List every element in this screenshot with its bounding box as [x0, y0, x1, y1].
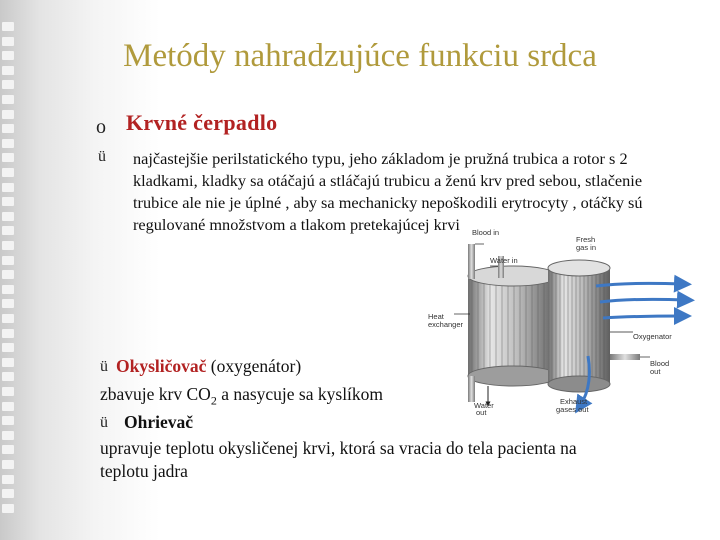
decorative-square	[2, 402, 14, 411]
decorative-square	[2, 431, 14, 440]
label-water: Water	[474, 401, 494, 410]
oxygenator-heading-line	[116, 356, 301, 377]
circle-bullet-icon: o	[96, 116, 106, 138]
decorative-square	[2, 95, 14, 104]
label-exhaust: Exhaust	[560, 397, 588, 406]
label-gases-out: gases out	[556, 405, 589, 414]
label-blood-in: Blood in	[472, 228, 500, 237]
decorative-square	[2, 139, 14, 148]
label-heat: Heat	[428, 312, 444, 321]
heater-description-line1: upravuje teplotu okysličenej krvi, ktorá sa vracia do tela pacienta na	[100, 438, 577, 458]
decorative-square	[2, 416, 14, 425]
decorative-square-strip	[2, 22, 16, 522]
decorative-square	[2, 110, 14, 119]
heading-suffix: (oxygenátor)	[206, 356, 302, 376]
label-exchanger: exchanger	[428, 320, 464, 329]
decorative-square	[2, 22, 14, 31]
heading-oxygenator: Okysličovač	[116, 356, 207, 376]
decorative-square	[2, 489, 14, 498]
decorative-square	[2, 504, 14, 513]
decorative-square	[2, 358, 14, 367]
text-suffix: a nasycuje sa kyslíkom	[216, 384, 384, 404]
text-line: regulované množstvom a tlakom pretekajúcej krvi	[133, 215, 460, 234]
decorative-square	[2, 153, 14, 162]
check-icon: ü	[100, 414, 108, 431]
heading-heater: Ohrievač	[124, 412, 194, 432]
decorative-square	[2, 212, 14, 221]
decorative-square	[2, 387, 14, 396]
slide-title: Metódy nahradzujúce funkciu srdca	[123, 38, 597, 74]
decorative-square	[2, 270, 14, 279]
text-line: trubice ale nie je úplné , aby sa mechanicky nepoškodili erytrocyty , otáčky sú	[133, 193, 643, 212]
decorative-square	[2, 445, 14, 454]
heading-blood-pump: Krvné čerpadlo	[126, 110, 278, 135]
label-blood: Blood	[650, 359, 670, 368]
label-out: out	[476, 408, 487, 417]
decorative-square	[2, 241, 14, 250]
text-prefix: zbavuje krv CO	[100, 384, 211, 404]
decorative-square	[2, 329, 14, 338]
decorative-square	[2, 343, 14, 352]
label-water-in: Water in	[490, 256, 518, 265]
heater-description-line2: teplotu jadra	[100, 461, 188, 481]
text-line: kladkami, kladky sa otáčajú a stláčajú trubicu a ženú krv pred sebou, stlačenie	[133, 171, 643, 190]
check-icon: ü	[100, 358, 108, 375]
label-gas-in: gas in	[576, 243, 597, 252]
decorative-square	[2, 124, 14, 133]
decorative-square	[2, 285, 14, 294]
oxygenator-description	[100, 384, 383, 409]
decorative-square	[2, 80, 14, 89]
decorative-square	[2, 299, 14, 308]
decorative-square	[2, 226, 14, 235]
blood-pump-description	[126, 148, 701, 236]
label-oxygenator: Oxygenator	[633, 332, 672, 341]
label-fresh: Fresh	[576, 235, 596, 244]
decorative-square	[2, 314, 14, 323]
decorative-square	[2, 197, 14, 206]
label-out: out	[650, 367, 661, 376]
decorative-square	[2, 256, 14, 265]
decorative-square	[2, 475, 14, 484]
decorative-square	[2, 460, 14, 469]
decorative-square	[2, 372, 14, 381]
check-icon: ü	[98, 148, 106, 165]
decorative-square	[2, 183, 14, 192]
oxygenator-diagram	[428, 228, 694, 417]
subscript: 2	[210, 393, 217, 408]
decorative-square	[2, 168, 14, 177]
text-line: najčastejšie perilstatického typu, jeho základom je pružná trubica a rotor s 2	[133, 149, 628, 168]
